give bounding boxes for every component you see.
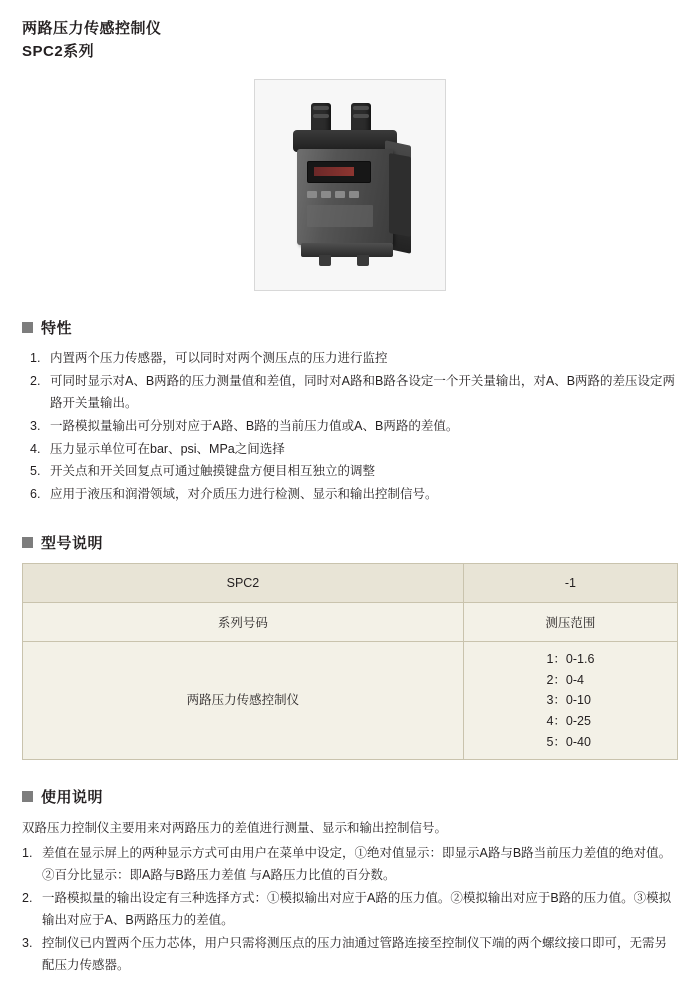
list-item: 应用于液压和润滑领域，对介质压力进行检测、显示和输出控制信号。 (50, 487, 438, 502)
pressure-port-a (319, 255, 331, 266)
features-heading (22, 317, 678, 338)
usage-list (22, 842, 678, 977)
model-table-sub-range: 测压范围 (463, 603, 677, 642)
model-table-body (23, 603, 678, 760)
usage-heading-text: 使用说明 (41, 789, 104, 807)
list-item: 一路模拟量输出可分别对应于A路、B路的当前压力值或A、B两路的差值。 (50, 418, 459, 433)
range-option: 1：0-1.6 (546, 652, 595, 667)
page-title (22, 18, 678, 63)
usage-intro-text: 双路压力控制仪主要用来对两路压力的差值进行测量、显示和输出控制信号。 (22, 821, 448, 836)
list-item: 控制仪已内置两个压力芯体，用户只需将测压点的压力油通过管路连接至控制仪下端的两个螺纹接口即可，无需另配压力传感器。 (42, 935, 668, 973)
device-base (301, 243, 393, 257)
list-item: 压力显示单位可在bar、psi、MPa之间选择 (50, 441, 285, 456)
list-item: 可同时显示对A、B两路的压力测量值和差值，同时对A路和B路各设定一个开关量输出，对A、B两路的差压设定两路开关量输出。 (50, 373, 676, 410)
page-title-line2: SPC2系列 (22, 42, 95, 60)
device-illustration (285, 103, 415, 268)
page-title-line1: 两路压力传感控制仪 (22, 20, 162, 37)
features-list (22, 348, 678, 506)
usage-heading (22, 786, 678, 807)
device-display (307, 161, 371, 183)
pressure-port-b (357, 255, 369, 266)
keypad-key (349, 191, 359, 198)
model-table-header-series: SPC2 (23, 564, 464, 603)
product-image (254, 79, 446, 291)
device-label-strip (307, 205, 373, 227)
keypad-key (335, 191, 345, 198)
keypad-key (307, 191, 317, 198)
table-row (23, 564, 678, 603)
features-section (22, 317, 678, 506)
range-option: 5：0-40 (546, 734, 591, 749)
square-marker-icon (22, 322, 33, 333)
square-marker-icon (22, 791, 33, 802)
model-table-header-range: -1 (463, 564, 677, 603)
cable-gland-left-icon (311, 103, 331, 133)
cable-gland-right-icon (351, 103, 371, 133)
model-heading-text: 型号说明 (41, 535, 104, 553)
display-segment (314, 167, 354, 176)
model-section (22, 532, 678, 760)
square-marker-icon (22, 537, 33, 548)
device-mounting-bracket (389, 153, 411, 237)
table-row (23, 603, 678, 642)
list-item: 内置两个压力传感器，可以同时对两个测压点的压力进行监控 (50, 351, 388, 365)
device-body (297, 149, 393, 245)
range-option: 2：0-4 (546, 672, 584, 687)
model-table-range-values (463, 642, 677, 760)
usage-section (22, 786, 678, 977)
table-row (23, 642, 678, 760)
model-table-head (23, 564, 678, 603)
range-option: 3：0-10 (546, 693, 591, 708)
model-table-product-name: 两路压力传感控制仪 (23, 642, 464, 760)
keypad-key (321, 191, 331, 198)
model-heading (22, 532, 678, 553)
range-list (546, 649, 594, 752)
list-item: 差值在显示屏上的两种显示方式可由用户在菜单中设定，①绝对值显示：即显示A路与B路当前压力差值的绝对值。②百分比显示：即A路与B路压力差值 与A路压力比值的百分数。 (42, 845, 672, 883)
device-keypad (307, 191, 373, 198)
model-table-sub-series: 系列号码 (23, 603, 464, 642)
list-item: 一路模拟量的输出设定有三种选择方式：①模拟输出对应于A路的压力值。②模拟输出对应于B路的压力值。③模拟输出对应于A、B两路压力的差值。 (42, 890, 672, 928)
features-heading-text: 特性 (41, 320, 73, 337)
model-table (22, 563, 678, 760)
list-item: 开关点和开关回复点可通过触摸键盘方便目相互独立的调整 (50, 464, 376, 479)
range-option: 4：0-25 (546, 714, 591, 728)
